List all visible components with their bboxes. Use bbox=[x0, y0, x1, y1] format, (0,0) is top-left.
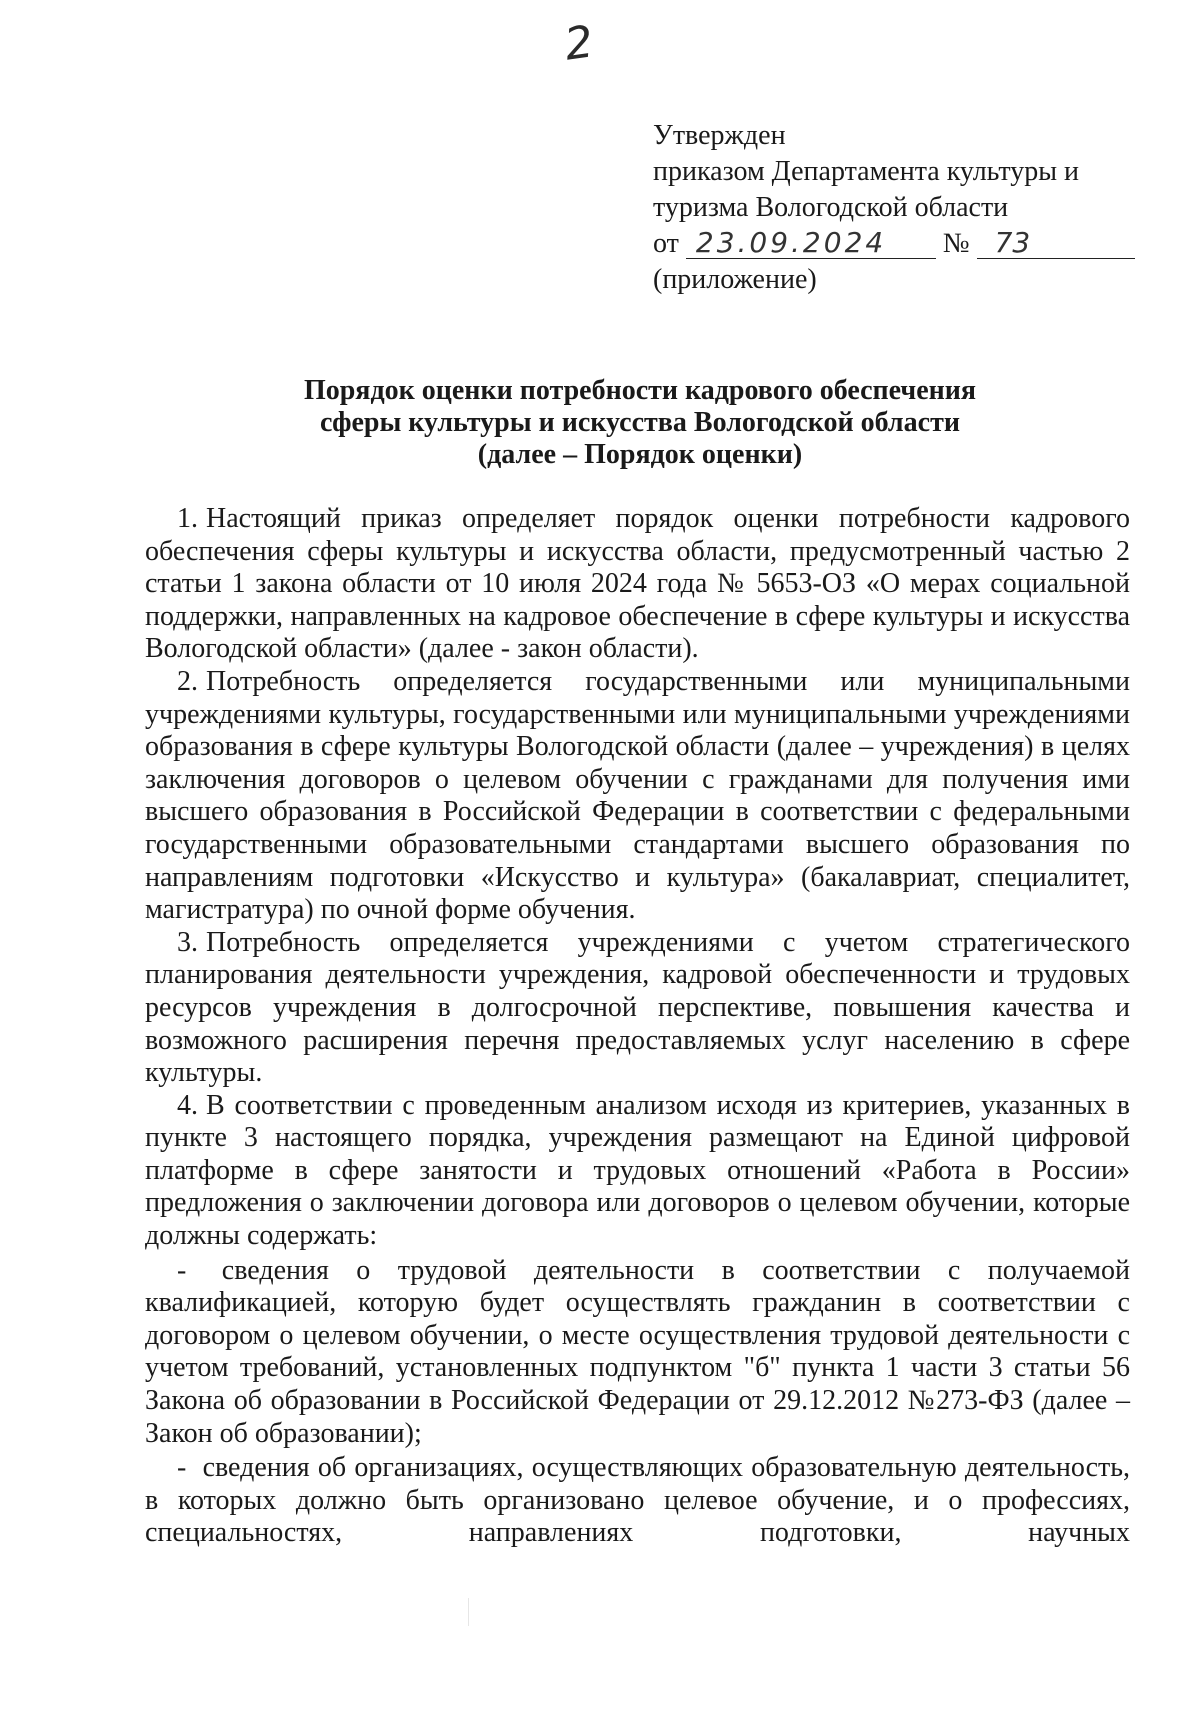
approval-line-2: туризма Вологодской области bbox=[653, 192, 1009, 223]
number-prefix: № bbox=[942, 228, 970, 259]
paragraph-text: Потребность определяется учреждениями с учетом стратегического планирования деятельности учреждения, кадровой обеспеченности и трудовых ресурсов учреждения в долгосрочной перспективе, повышения качества и возможного расширения перечня предоставляемых услуг населению в сфере культуры. bbox=[145, 926, 1130, 1089]
dash-marker: - bbox=[177, 1254, 187, 1286]
dash-text: сведения о трудовой деятельности в соответствии с получаемой квалификацией, которую будет осуществлять гражданин в соответствии с договором о целевом обучении, о месте осуществления трудовой деятельности с учетом требований, установленных подпунктом "б" пункта 1 части 3 статьи 56 Закона об образовании в Российской Федерации от 29.12.2012 №273-ФЗ (далее – Закон об образовании); bbox=[145, 1254, 1131, 1449]
approval-order-line bbox=[653, 226, 1123, 262]
handwritten-page-number: 2 bbox=[561, 16, 597, 71]
paragraph-1 bbox=[145, 503, 1130, 666]
dash-item-2 bbox=[145, 1452, 1130, 1550]
paragraph-3 bbox=[145, 927, 1130, 1090]
paragraph-text: Настоящий приказ определяет порядок оценки потребности кадрового обеспечения сферы культуры и искусства области, предусмотренный частью 2 статьи 1 закона области от 10 июля 2024 года № 5653-ОЗ «О мерах социальной поддержки, направленных на кадровое обеспечение в сфере культуры и искусства Вологодской области» (далее - закон области). bbox=[145, 503, 1130, 665]
title-line-3: (далее – Порядок оценки) bbox=[477, 439, 803, 470]
approval-appendix: (приложение) bbox=[653, 264, 817, 295]
title-line-1: Порядок оценки потребности кадрового обеспечения bbox=[303, 375, 977, 406]
approval-line-1: приказом Департамента культуры и bbox=[653, 156, 1080, 187]
paragraph-2 bbox=[145, 666, 1130, 927]
paragraph-text: Потребность определяется государственными или муниципальными учреждениями культуры, государственными или муниципальными учреждениями образования в сфере культуры Вологодской области (далее – учреждения) в целях заключения договоров о целевом обучении с гражданами для получения ими высшего образования в Российской Федерации в соответствии с федеральными государственными образовательными стандартами высшего образования по направлениям подготовки «Искусство и культура» (бакалавриат, специалитет, магистратура) по очной форме обучения. bbox=[145, 665, 1130, 926]
paragraph-4 bbox=[145, 1090, 1130, 1253]
paragraph-number: 2. bbox=[177, 665, 198, 697]
approval-block bbox=[653, 118, 1123, 298]
paragraph-text: В соответствии с проведенным анализом исходя из критериев, указанных в пункте 3 настоящего порядка, учреждения размещают на Единой цифровой платформе в сфере занятости и трудовых отношений «Работа в России» предложения о заключении договора или договоров о целевом обучении, которые должны содержать: bbox=[145, 1089, 1130, 1252]
date-prefix: от bbox=[653, 228, 679, 259]
title-line-2: сферы культуры и искусства Вологодской области bbox=[320, 407, 960, 438]
order-date: 23.09.2024 bbox=[686, 228, 936, 259]
paragraph-number: 3. bbox=[177, 926, 198, 958]
approval-heading: Утвержден bbox=[653, 120, 786, 151]
document-title bbox=[200, 375, 1080, 471]
dash-marker: - bbox=[177, 1452, 187, 1484]
scan-artifact bbox=[468, 1598, 469, 1626]
paragraph-number: 1. bbox=[177, 503, 198, 534]
order-number: 73 bbox=[977, 228, 1135, 259]
dash-item-1 bbox=[145, 1255, 1130, 1451]
document-body bbox=[145, 503, 1130, 1550]
dash-text: сведения об организациях, осуществляющих образовательную деятельность, в которых должно быть организовано целевое обучение, и о профессиях, специальностях, направлениях подготовки, научных bbox=[145, 1452, 1131, 1549]
paragraph-number: 4. bbox=[177, 1089, 198, 1121]
